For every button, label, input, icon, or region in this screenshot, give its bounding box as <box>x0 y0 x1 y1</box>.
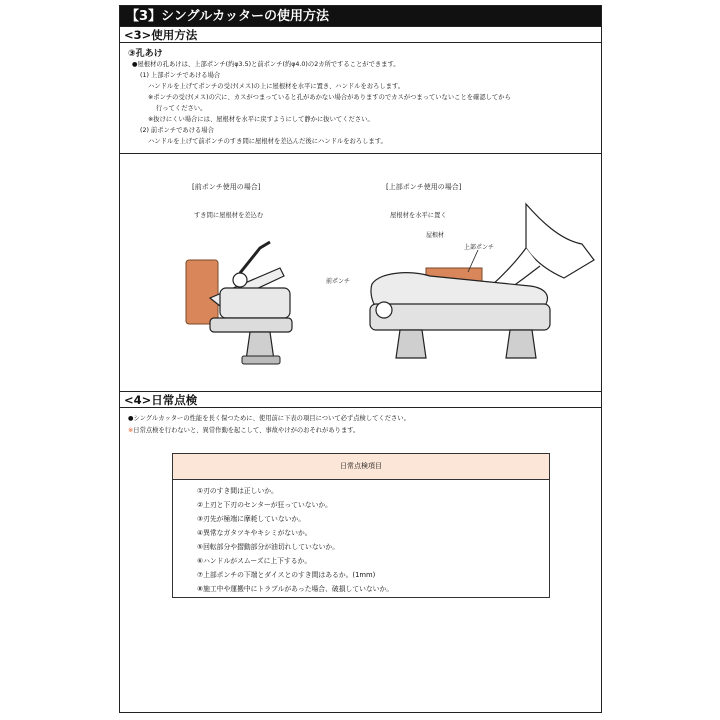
section-3-heading: <3>使用方法 <box>120 26 601 43</box>
inspection-item-4: ④異常なガタツキやキシミがないか。 <box>197 529 312 537</box>
right-figure-note: 屋根材を水平に置く <box>390 212 447 219</box>
inspection-warning <box>128 426 359 436</box>
section-3-subheading: ③孔あけ <box>128 49 163 59</box>
page-banner: 【3】シングルカッターの使用方法 <box>120 6 601 27</box>
top-punch-label: 上部ポンチ <box>464 244 495 251</box>
usage-line-8: ハンドルを上げて前ポンチのすき間に屋根材を差込んだ後にハンドルをおろします。 <box>148 138 387 145</box>
usage-line-6: ※抜けにくい場合には、屋根材を水平に戻すようにして静かに抜いてください。 <box>148 116 374 123</box>
inspection-item-7: ⑦上部ポンチの下端とダイスとのすき間はあるか。(1mm) <box>197 571 376 579</box>
usage-line-5: 行ってください。 <box>156 105 207 112</box>
roof-sheet-shape <box>186 260 218 324</box>
inspection-table <box>172 453 550 598</box>
left-figure-caption: [前ポンチ使用の場合] <box>192 183 261 191</box>
usage-line-2: (1) 上部ポンチであける場合 <box>140 72 221 79</box>
inspection-item-3: ③刃先が極端に摩耗していないか。 <box>197 515 306 523</box>
usage-line-4: ※ポンチの受け(メス)の穴に、カスがつまっていると孔があかない場合がありますのでカスがつまっていないことを確認してから <box>148 94 511 101</box>
warning-mark: ※ <box>128 427 134 434</box>
section-4-heading: <4>日常点検 <box>120 391 601 408</box>
top-punch-illustration <box>350 200 600 370</box>
inspection-item-1: ①刃のすき間は正しいか。 <box>197 487 278 495</box>
inspection-instruction: ●シングルカッターの性能を長く保つために、使用前に下表の項目について必ず点検してください。 <box>128 415 410 422</box>
usage-line-7: (2) 前ポンチであける場合 <box>140 127 214 134</box>
warning-text: 日常点検を行わないと、異常作動を起こして、事故やけがのおそれがあります。 <box>133 427 360 434</box>
instruction-page <box>119 5 602 713</box>
inspection-item-8: ⑧施工中や運搬中にトラブルがあった場合、破損していないか。 <box>197 585 394 593</box>
left-figure-note: すき間に屋根材を差込む <box>194 212 264 219</box>
inspection-table-title: 日常点検項目 <box>173 454 549 480</box>
roof-material-label: 屋根材 <box>426 232 445 239</box>
front-punch-label: 前ポンチ <box>326 278 351 285</box>
inspection-item-5: ⑤回転部分や摺動部分が油切れしていないか。 <box>197 543 340 551</box>
inspection-item-2: ②上刃と下刃のセンターが狂っていないか。 <box>197 501 332 509</box>
inspection-item-6: ⑥ハンドルがスムーズに上下するか。 <box>197 557 312 565</box>
right-figure-caption: [上部ポンチ使用の場合] <box>386 183 462 191</box>
front-punch-illustration <box>180 228 300 368</box>
usage-line-3: ハンドルを上げてポンチの受け(メス)の上に屋根材を水平に置き、ハンドルをおろします。 <box>148 83 405 90</box>
divider <box>120 153 601 154</box>
usage-line-1: ●屋根材の孔あけは、上部ポンチ(約φ3.5)と前ポンチ(約φ4.0)の2カ所ですることができます。 <box>132 61 400 68</box>
